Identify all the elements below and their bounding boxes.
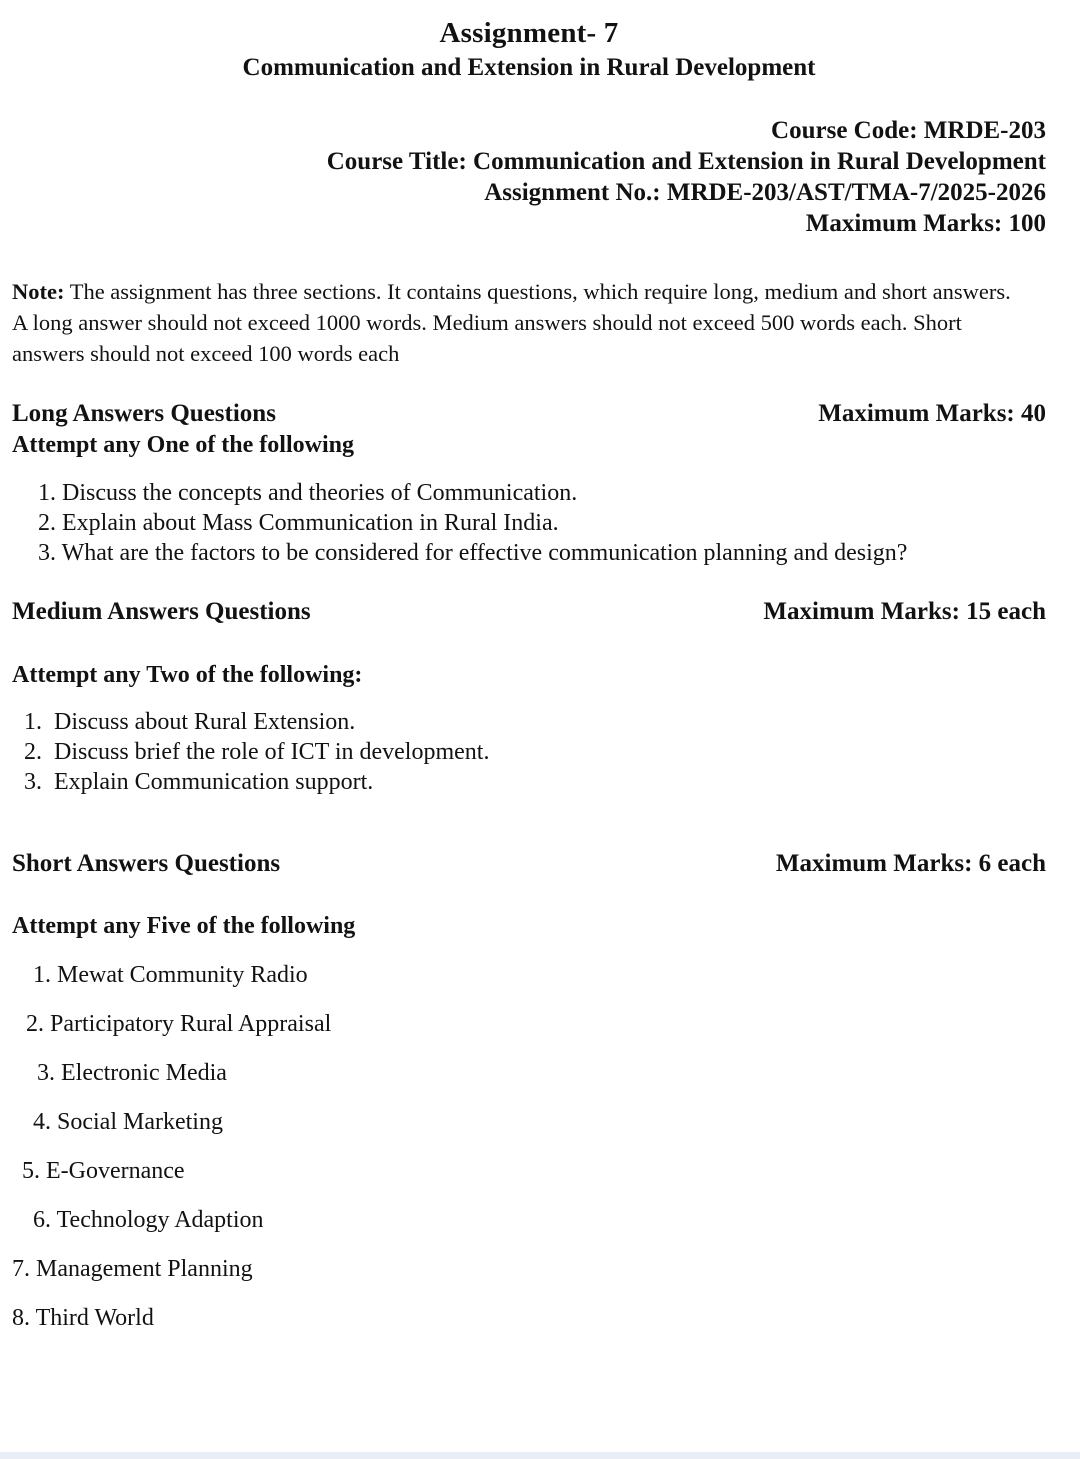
page-subtitle: Communication and Extension in Rural Development <box>242 54 816 81</box>
bottom-edge-strip <box>0 1452 1080 1459</box>
long-section-marks: Maximum Marks: 40 <box>818 400 1046 427</box>
medium-section-marks: Maximum Marks: 15 each <box>763 598 1046 625</box>
course-title-line: Course Title: Communication and Extension in Rural Development <box>326 148 1046 175</box>
long-section-header <box>12 399 1046 429</box>
course-info-block <box>12 115 1046 239</box>
medium-question-2: 2. Discuss brief the role of ICT in development. <box>24 739 490 765</box>
section-medium-answers <box>12 597 1046 797</box>
note-text: The assignment has three sections. It contains questions, which require long, medium and short answers. A long answer should not exceed 1000 words. Medium answers should not exceed 500 words each. Short answers should not exceed 100 words each <box>12 279 1011 366</box>
short-question-5: 5. E-Governance <box>22 1158 185 1184</box>
short-question-3: 3. Electronic Media <box>37 1060 227 1086</box>
short-question-6: 6. Technology Adaption <box>33 1207 264 1233</box>
medium-attempt-instruction: Attempt any Two of the following: <box>12 662 363 688</box>
section-long-answers <box>12 399 1046 568</box>
medium-question-1: 1. Discuss about Rural Extension. <box>24 709 356 735</box>
note-label: Note: <box>12 279 65 304</box>
section-short-answers <box>12 849 1046 1333</box>
long-question-2: 2. Explain about Mass Communication in Rural India. <box>38 510 559 536</box>
long-attempt-instruction: Attempt any One of the following <box>12 432 354 458</box>
long-section-title: Long Answers Questions <box>12 400 276 427</box>
short-question-7: 7. Management Planning <box>12 1256 253 1282</box>
course-code-line: Course Code: MRDE-203 <box>771 117 1046 144</box>
note-paragraph <box>12 276 1030 369</box>
assignment-no-line: Assignment No.: MRDE-203/AST/TMA-7/2025-2026 <box>484 179 1046 206</box>
medium-section-header <box>12 597 1046 627</box>
short-question-8: 8. Third World <box>12 1305 154 1331</box>
short-section-header <box>12 849 1046 879</box>
medium-question-3: 3. Explain Communication support. <box>24 769 374 795</box>
short-question-1: 1. Mewat Community Radio <box>33 962 308 988</box>
long-question-3: 3. What are the factors to be considered for effective communication planning and design? <box>38 540 908 566</box>
short-section-marks: Maximum Marks: 6 each <box>775 850 1046 877</box>
maximum-marks-line: Maximum Marks: 100 <box>805 210 1046 237</box>
page-title: Assignment- 7 <box>439 17 619 49</box>
short-attempt-instruction: Attempt any Five of the following <box>12 913 356 939</box>
long-question-1: 1. Discuss the concepts and theories of Communication. <box>38 480 578 506</box>
short-question-2: 2. Participatory Rural Appraisal <box>26 1011 332 1037</box>
medium-section-title: Medium Answers Questions <box>12 598 311 625</box>
short-section-title: Short Answers Questions <box>12 850 281 877</box>
short-question-4: 4. Social Marketing <box>33 1109 223 1135</box>
